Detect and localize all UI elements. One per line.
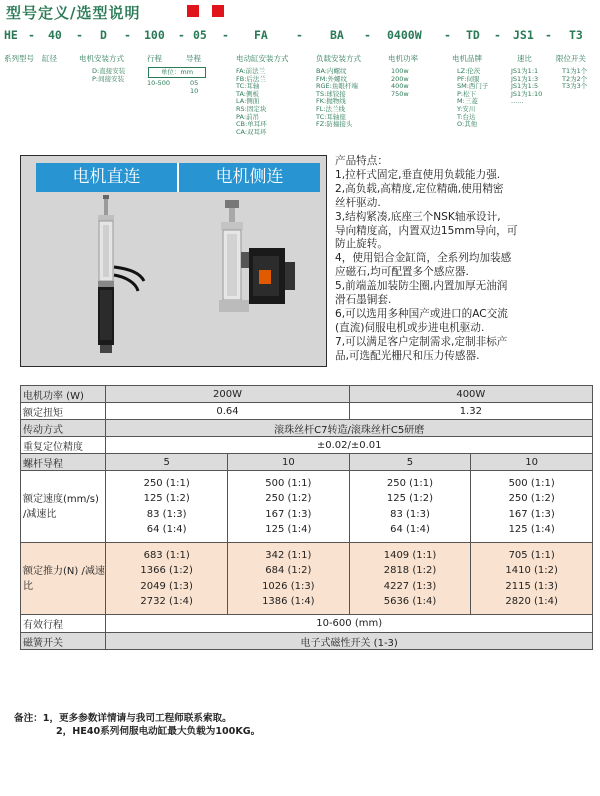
feature-line: 3,结构紧凑,底座三个NSK轴承设计, <box>335 210 501 223</box>
cell-value: 5 <box>349 454 471 471</box>
lead-options: 05 10 <box>190 79 199 95</box>
code-power: 0400W <box>387 28 422 42</box>
cell-value: 0.64 <box>106 403 349 420</box>
cell-value: 200W <box>106 386 349 403</box>
cell-value: 342 (1:1) 684 (1:2) 1026 (1:3) 1386 (1:4) <box>228 543 350 615</box>
feature-line: 品,可选配光栅尺和压力传感器. <box>335 349 480 362</box>
cat-motor-mount: 电机安装方式 <box>79 54 124 63</box>
stroke-range: 10-500 <box>147 79 171 87</box>
table-row-repeatability <box>21 437 593 454</box>
brand-options: LZ:伦茨 PF:伺服 SM:西门子 P:松下 M:三菱 Y:安川 T:台达 O:其他 <box>457 67 489 129</box>
feature-line: 滑石墨铜套. <box>335 294 392 307</box>
direct-mount-actuator-image <box>80 195 160 360</box>
mount-tab-bar <box>36 163 320 192</box>
code-bore: 40 <box>48 28 62 42</box>
row-label: 传动方式 <box>21 420 106 437</box>
code-dash: - <box>364 28 371 42</box>
power-options: 100w 200w 400w 750w <box>391 67 409 98</box>
table-row-speed <box>21 471 593 543</box>
row-label: 磁簧开关 <box>21 633 106 650</box>
tab-side-mount[interactable]: 电机侧连 <box>215 167 284 187</box>
table-row-drive <box>21 420 593 437</box>
note-line: 备注：1，更多参数详情请与我司工程师联系索取。 <box>14 713 232 724</box>
features-title: 产品特点： <box>335 155 388 167</box>
note-line: 2，HE40系列伺服电动缸最大负载为100KG。 <box>56 726 261 737</box>
cat-brand: 电机品牌 <box>452 54 482 63</box>
cell-value: 683 (1:1) 1366 (1:2) 2049 (1:3) 2732 (1:4) <box>106 543 228 615</box>
cell-value: 250 (1:1) 125 (1:2) 83 (1:3) 64 (1:4) <box>106 471 228 543</box>
cell-value: 705 (1:1) 1410 (1:2) 2115 (1:3) 2820 (1:4) <box>471 543 593 615</box>
notes <box>14 712 260 738</box>
load-mount-options: BA:内螺纹 FM:外螺纹 RGE:鱼眼杆端 TS:球铰接 FK:抛物线 FL:法兰线 TC:耳轴座 FZ:防撞接头 <box>316 67 358 129</box>
cell-value: 500 (1:1) 250 (1:2) 167 (1:3) 125 (1:4) <box>228 471 350 543</box>
code-limit: T3 <box>569 28 583 42</box>
stroke-unit-box: 单位：mm <box>148 67 206 78</box>
row-label: 电机功率 (W) <box>21 386 106 403</box>
code-stroke: 100 <box>144 28 165 42</box>
cell-value: ±0.02/±0.01 <box>106 437 593 454</box>
tab-direct-mount[interactable]: 电机直连 <box>72 167 141 187</box>
red-square-mark <box>187 5 199 17</box>
cat-limit: 限位开关 <box>556 54 586 63</box>
cat-cyl-mount: 电动缸安装方式 <box>236 54 289 63</box>
code-ratio: JS1 <box>513 28 534 42</box>
code-dash: - <box>76 28 83 42</box>
feature-line: 丝杆驱动. <box>335 196 381 209</box>
code-dash: - <box>545 28 552 42</box>
side-mount-actuator-image <box>215 200 310 325</box>
feature-line: 4，使用铝合金缸筒，全系列均加装感 <box>335 252 512 265</box>
feature-line: 7,可以满足客户定制需求,定制非标产 <box>335 335 508 348</box>
cell-value: 电子式磁性开关 (1-3) <box>106 633 593 650</box>
feature-line: 1,拉杆式固定,垂直使用负载能力强. <box>335 168 501 181</box>
motor-mount-options: D:直接安装 P:间接安装 <box>92 67 126 83</box>
cell-value: 10-600 (mm) <box>106 615 593 633</box>
cat-stroke: 行程 <box>147 54 162 63</box>
feature-line: 防止旋转。 <box>335 238 388 251</box>
feature-line: 5,前端盖加装防尘圈,内置加厚无油润 <box>335 280 508 293</box>
cat-lead: 导程 <box>186 54 201 63</box>
table-row-thrust <box>21 543 593 615</box>
cat-load-mount: 负载安装方式 <box>316 54 361 63</box>
cell-value: 10 <box>471 454 593 471</box>
cell-value: 250 (1:1) 125 (1:2) 83 (1:3) 64 (1:4) <box>349 471 471 543</box>
code-dash: - <box>178 28 185 42</box>
code-motor-mount: D <box>100 28 107 42</box>
row-label: 额定扭矩 <box>21 403 106 420</box>
cell-value: 500 (1:1) 250 (1:2) 167 (1:3) 125 (1:4) <box>471 471 593 543</box>
cat-series: 系列型号 <box>4 54 34 63</box>
ratio-options: JS1为1:1 JS1为1:3 JS1为1:5 JS1为1:10 ...... <box>511 67 543 106</box>
model-code <box>4 28 600 44</box>
row-label: 有效行程 <box>21 615 106 633</box>
cat-bore: 缸径 <box>42 54 57 63</box>
code-dash: - <box>222 28 229 42</box>
table-row-lead <box>21 454 593 471</box>
table-row-torque <box>21 403 593 420</box>
code-dash: - <box>494 28 501 42</box>
code-lead: 05 <box>193 28 207 42</box>
cell-value: 10 <box>228 454 350 471</box>
spec-table <box>20 385 593 650</box>
cell-value: 1409 (1:1) 2818 (1:2) 4227 (1:3) 5636 (1:4) <box>349 543 471 615</box>
row-label: 螺杆导程 <box>21 454 106 471</box>
feature-line: (直流)伺服电机或步进电机驱动. <box>335 321 485 334</box>
code-dash: - <box>28 28 35 42</box>
feature-line: 2,高负载,高精度,定位精确,使用精密 <box>335 182 504 195</box>
row-label: 额定速度(mm/s) /减速比 <box>21 471 106 543</box>
feature-line: 6,可以选用多种国产或进口的AC交流 <box>335 307 508 320</box>
cylinder-mount-options: FA:前法兰 FB:后法兰 TC:耳轴 TA:侧板 LA:侧面 RS:固定块 PA:前吊 CB:单耳环 CA:双耳环 <box>236 67 267 136</box>
code-cyl-mount: FA <box>254 28 268 42</box>
cell-value: 400W <box>349 386 592 403</box>
code-dash: - <box>124 28 131 42</box>
row-label: 重复定位精度 <box>21 437 106 454</box>
page-title: 型号定义/选型说明 <box>6 4 141 22</box>
cell-value: 1.32 <box>349 403 592 420</box>
feature-line: 应磁石,均可配置多个感应器. <box>335 266 469 279</box>
table-row-switch <box>21 633 593 650</box>
table-row-power <box>21 386 593 403</box>
table-row-stroke <box>21 615 593 633</box>
code-dash: - <box>444 28 451 42</box>
code-dash: - <box>296 28 303 42</box>
code-series: HE <box>4 28 18 42</box>
cell-value: 5 <box>106 454 228 471</box>
red-square-mark <box>212 5 224 17</box>
cat-ratio: 速比 <box>517 54 532 63</box>
feature-line: 导向精度高，内置双边15mm导向，可 <box>335 224 518 237</box>
cat-power: 电机功率 <box>388 54 418 63</box>
product-features <box>335 155 593 364</box>
limit-options: T1为1个 T2为2个 T3为3个 <box>562 67 588 91</box>
row-label: 额定推力(N) /减速比 <box>21 543 106 615</box>
code-brand: TD <box>466 28 480 42</box>
code-load-mount: BA <box>330 28 344 42</box>
cell-value: 滚珠丝杆C7转造/滚珠丝杆C5研磨 <box>106 420 593 437</box>
